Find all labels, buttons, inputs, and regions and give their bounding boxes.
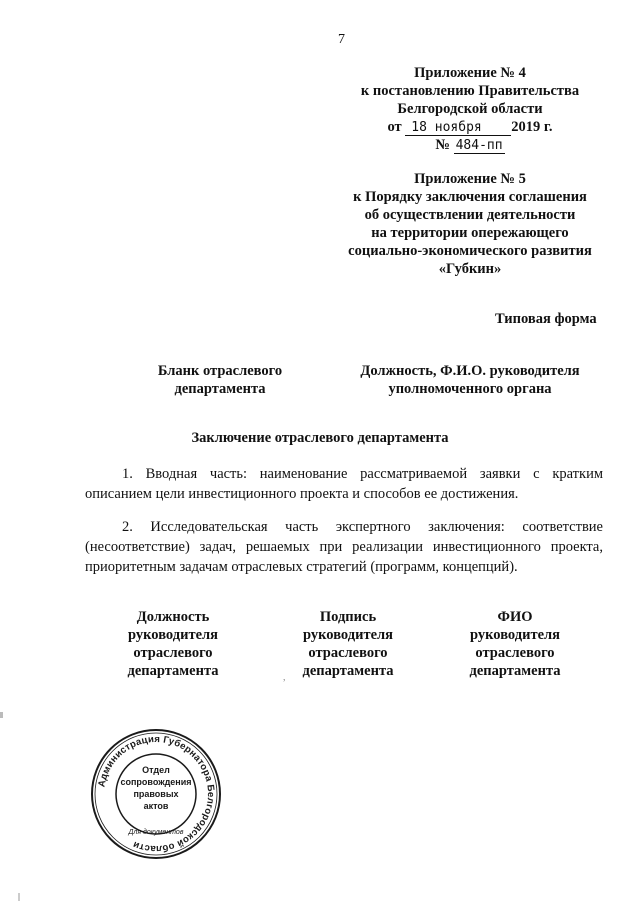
stamp-ring-text: Администрация Губернатора Белгородской области [96,733,217,855]
paragraph-introduction: 1. Вводная часть: наименование рассматриваемой заявки с кратким описанием цели инвестиционного проекта и способов ее достижения. [85,466,603,502]
appendix-4-line3: Белгородской области [397,101,543,117]
page-number: 7 [338,32,345,47]
paragraph-research: 2. Исследовательская часть экспертного заключения: соответствие (несоответствие) задач, решаемых при реализации инвестиционного проекта, приоритетным задачам отраслевых стратегий (программ, концепций). [85,519,603,575]
signature-column-fullname [445,608,585,680]
appendix-5-line2: к Порядку заключения соглашения [353,189,587,205]
sig2-line4: департамента [302,663,394,679]
sig2-line3: отраслевого [308,645,388,661]
signature-column-signature [278,608,418,680]
date-year: 2019 г. [511,119,553,135]
sig2-line2: руководителя [303,627,393,643]
appendix-4-block [330,64,610,154]
sig1-line2: руководителя [128,627,218,643]
blank-line2: департамента [174,381,266,397]
sig1-line1: Должность [136,609,210,625]
scan-mark: , [283,672,286,683]
stamp-center-line1: Отдел [142,765,170,775]
stamp-center-line4: актов [143,801,169,811]
document-heading: Заключение отраслевого департамента [191,430,449,446]
official-stamp [90,728,222,860]
number-prefix: № [435,137,450,153]
date-prefix: от [387,119,402,135]
form-type-label: Типовая форма [495,311,597,327]
signature-column-position [103,608,243,680]
appendix-5-line6: «Губкин» [438,261,502,277]
appendix-5-line3: об осуществлении деятельности [364,207,576,223]
date-value: 18 ноября [405,120,511,136]
sig2-line1: Подпись [319,609,377,625]
stamp-center-line3: правовых [133,789,179,799]
appendix-4-number-line [330,136,610,154]
stamp-bottom-text: Для документов [128,829,184,836]
position-head-line2: уполномоченного органа [388,381,552,397]
appendix-5-line5: социально-экономического развития [348,243,592,259]
department-letterhead-label [150,362,290,398]
appendix-4-title: Приложение № 4 [414,65,526,81]
sig3-line2: руководителя [470,627,560,643]
scan-mark [0,712,3,718]
blank-line1: Бланк отраслевого [157,363,283,379]
appendix-4-line2: к постановлению Правительства [360,83,580,99]
scan-mark [18,893,20,901]
sig3-line1: ФИО [497,609,533,625]
stamp-center-line2: сопровождения [120,777,192,787]
appendix-4-date-line [330,118,610,136]
position-head-line1: Должность, Ф.И.О. руководителя [360,363,580,379]
appendix-5-block [330,170,610,278]
sig3-line3: отраслевого [475,645,555,661]
sig1-line3: отраслевого [133,645,213,661]
sig3-line4: департамента [469,663,561,679]
appendix-5-title: Приложение № 5 [414,171,526,187]
sig1-line4: департамента [127,663,219,679]
authorized-body-head-label [350,362,590,398]
stamp-graphic [90,728,222,860]
number-value: 484-пп [455,138,503,153]
appendix-5-line4: на территории опережающего [371,225,569,241]
